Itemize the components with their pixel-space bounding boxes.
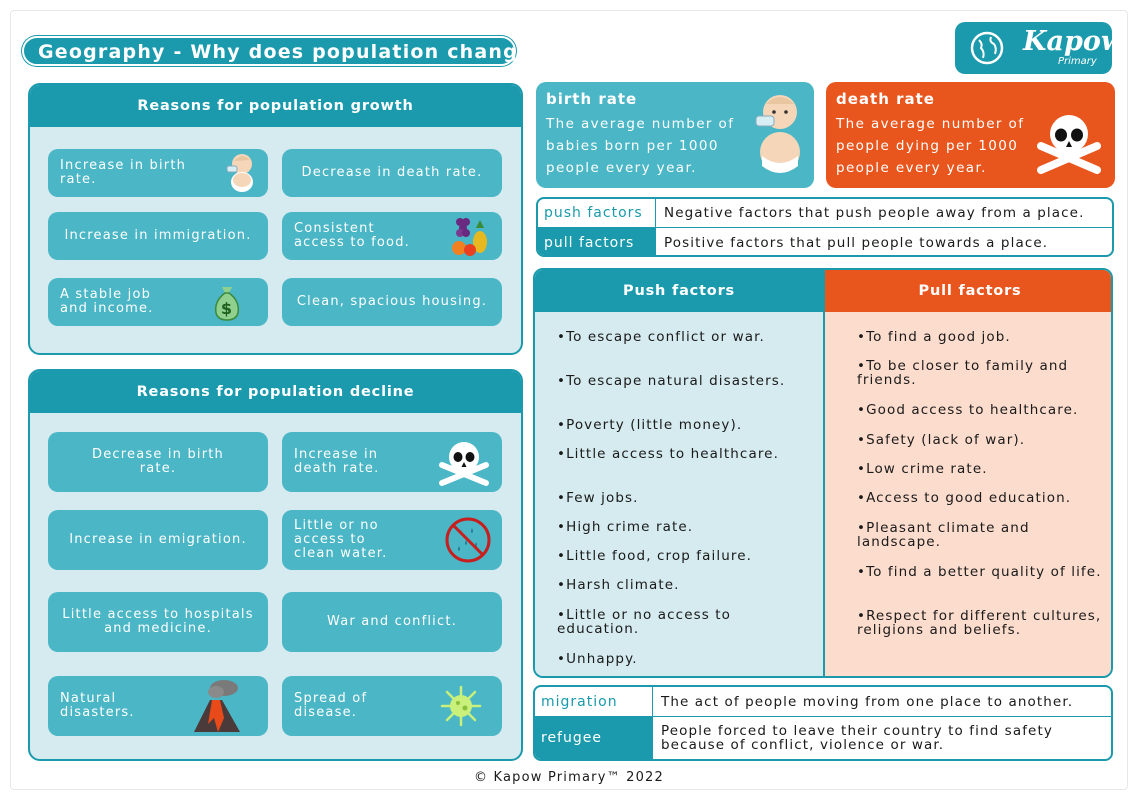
list-item: •Safety (lack of war).: [857, 432, 1026, 448]
list-item: •Little food, crop failure.: [557, 548, 753, 564]
decline-card-hospitals: [48, 592, 268, 652]
kapow-logo: [955, 22, 1125, 74]
death-rate-title: death rate: [836, 90, 935, 108]
growth-card-food: [282, 212, 502, 260]
decline-card-disasters: [48, 676, 268, 736]
decline-card-birth: [48, 432, 268, 492]
card-label: Little access to hospitals and medicine.: [62, 607, 254, 636]
decline-card-emigration: [48, 510, 268, 570]
logo-brand: Kapow: [1023, 26, 1125, 57]
card-label: Increase in birth rate.: [60, 158, 187, 187]
birth-rate-title: birth rate: [546, 90, 638, 108]
glossary-row: [535, 717, 1111, 759]
pull-factors-column: [825, 270, 1113, 676]
glossary-meaning: People forced to leave their country to find safety because of conflict, violence or war.: [661, 723, 1053, 753]
card-label: War and conflict.: [327, 614, 457, 629]
decline-card-water: [282, 510, 502, 570]
list-item: •Poverty (little money).: [557, 417, 743, 433]
birth-rate-desc: The average number of babies born per 1000 people every year.: [546, 116, 735, 176]
growth-card-death: [282, 149, 502, 197]
glossary-migration: [533, 685, 1113, 761]
globe-icon: [969, 30, 1005, 66]
glossary-term: pull factors: [538, 228, 656, 257]
fruit-icon: [448, 214, 492, 258]
glossary-row: [538, 228, 1112, 257]
glossary-push-pull: [536, 197, 1114, 257]
svg-text:$: $: [220, 299, 234, 318]
card-label: Increase in death rate.: [294, 447, 380, 476]
glossary-meaning: Positive factors that pull people towards a place.: [664, 234, 1049, 251]
list-item: •To find a better quality of life.: [857, 564, 1102, 580]
baby-icon: [222, 152, 258, 194]
list-item: •To escape natural disasters.: [557, 373, 786, 389]
page-title: Geography - Why does population change?: [22, 36, 516, 66]
push-factors-column: [535, 270, 825, 676]
card-label: Spread of disease.: [294, 691, 368, 720]
growth-card-housing: [282, 278, 502, 326]
money-bag-icon: [212, 283, 242, 321]
glossary-term: refugee: [535, 717, 653, 759]
skull-crossbones-icon: [1033, 110, 1105, 174]
card-label: Clean, spacious housing.: [296, 294, 488, 309]
pull-factors-heading: Pull factors: [825, 270, 1113, 312]
card-label: Decrease in birth rate.: [91, 447, 224, 476]
virus-icon: [440, 685, 482, 727]
list-item: •To be closer to family and friends.: [857, 358, 1069, 388]
glossary-meaning: Negative factors that push people away from a place.: [664, 205, 1085, 221]
glossary-term: migration: [535, 687, 653, 716]
list-item: •Few jobs.: [557, 490, 639, 506]
list-item: •Little access to healthcare.: [557, 446, 779, 462]
decline-heading: Reasons for population decline: [30, 371, 521, 413]
skull-crossbones-icon: [436, 437, 492, 487]
glossary-term: push factors: [538, 199, 656, 227]
card-label: Natural disasters.: [60, 691, 135, 720]
list-item: •Respect for different cultures, religions and beliefs.: [857, 608, 1102, 638]
push-factors-heading: Push factors: [535, 270, 823, 312]
death-rate-desc: The average number of people dying per 1000 people every year.: [836, 116, 1025, 176]
birth-rate-box: [536, 82, 814, 188]
footer-copyright: © Kapow Primary™ 2022: [473, 770, 665, 785]
list-item: •Little or no access to education.: [557, 607, 732, 637]
growth-card-job: [48, 278, 268, 326]
card-label: Decrease in death rate.: [301, 165, 483, 180]
list-item: •Harsh climate.: [557, 577, 680, 593]
card-label: Little or no access to clean water.: [294, 518, 388, 561]
decline-card-death: [282, 432, 502, 492]
factors-table: [533, 268, 1113, 678]
list-item: •Low crime rate.: [857, 461, 988, 477]
baby-icon: [752, 90, 806, 180]
card-label: Increase in emigration.: [69, 532, 247, 547]
list-item: •Unhappy.: [557, 651, 638, 667]
logo-sub: Primary: [1058, 56, 1097, 67]
decline-card-disease: [282, 676, 502, 736]
growth-heading: Reasons for population growth: [30, 85, 521, 127]
list-item: •Access to good education.: [857, 490, 1072, 506]
glossary-row: [535, 687, 1111, 717]
death-rate-box: [826, 82, 1115, 188]
card-label: Increase in immigration.: [64, 228, 252, 243]
card-label: Consistent access to food.: [294, 221, 410, 250]
list-item: •High crime rate.: [557, 519, 694, 535]
glossary-meaning: The act of people moving from one place to another.: [661, 693, 1074, 710]
decline-card-war: [282, 592, 502, 652]
no-water-icon: [444, 516, 492, 564]
list-item: •To find a good job.: [857, 329, 1011, 345]
volcano-icon: [190, 678, 246, 734]
card-label: A stable job and income.: [60, 287, 154, 316]
list-item: •To escape conflict or war.: [557, 329, 765, 345]
list-item: •Pleasant climate and landscape.: [857, 520, 1030, 550]
growth-card-birth: [48, 149, 268, 197]
list-item: •Good access to healthcare.: [857, 402, 1079, 418]
glossary-row: [538, 199, 1112, 228]
growth-card-immigration: [48, 212, 268, 260]
